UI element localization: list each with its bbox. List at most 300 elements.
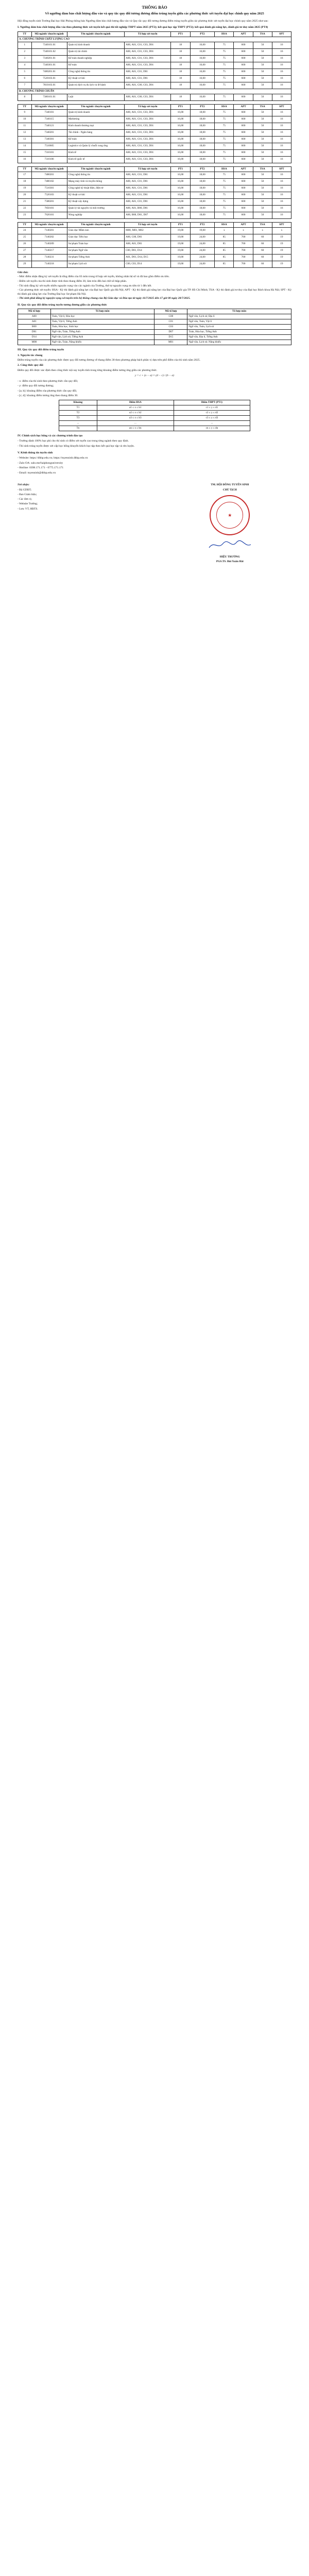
table-2	[18, 104, 291, 163]
table-cell: 16,00	[190, 48, 215, 55]
table-cell: A00, A01, B00, D01	[125, 205, 171, 212]
table-cell: 75	[215, 42, 234, 48]
table-cell: 16,00	[171, 136, 190, 143]
signer-role: TM. HỘI ĐỒNG TUYỂN SINH	[211, 483, 249, 487]
table-cell: 75	[215, 198, 234, 205]
table-cell: Toán, Hóa học, Tiếng Anh	[187, 330, 291, 335]
table-cell: 24,00	[190, 254, 215, 261]
table-cell: 75	[215, 82, 234, 89]
table-cell: A00, A01, C01, C03, D01	[125, 156, 171, 163]
table-cell: A00, A01, C01, C03, D01	[125, 109, 171, 116]
table-cell: 24,00	[190, 261, 215, 267]
table-row	[18, 185, 291, 192]
table-cell: 50	[253, 55, 272, 62]
table-cell: 16	[272, 143, 291, 149]
col-header: TT	[18, 31, 32, 37]
table-cell: 16,00	[190, 55, 215, 62]
table-row	[18, 143, 291, 149]
table-cell: 16,00	[171, 185, 190, 192]
table-cell: 19,00	[190, 227, 215, 234]
table-cell: Ngữ văn, Toán, Tiếng Anh	[50, 330, 154, 335]
table-cell: 600	[234, 185, 253, 192]
note-item: - Mức điểm nhận đăng ký xét tuyển là tổng điểm của 03 môn trong tổ hợp xét tuyển, không nhân hệ số và đã bao gồm điểm ưu tiên.	[18, 275, 170, 279]
table-cell: 75	[215, 143, 234, 149]
table-cell: 18,00	[190, 198, 215, 205]
table-cell: Công nghệ thông tin	[67, 69, 125, 75]
col-header: Tổ hợp môn	[187, 309, 291, 314]
table-cell: 18	[171, 94, 190, 100]
table-cell: T1	[59, 405, 97, 410]
table-cell: Quản trị kinh doanh	[67, 42, 125, 48]
table-cell: 18,00	[190, 109, 215, 116]
table-cell: 700	[234, 234, 253, 241]
table-cell: Tài chính - Ngân hàng	[67, 129, 125, 136]
table-1-header	[18, 31, 291, 37]
table-cell: 75	[215, 156, 234, 163]
table-cell: C01	[154, 319, 187, 325]
table-cell: A00, C00, D01	[125, 234, 171, 241]
table-cell: 600	[234, 48, 253, 55]
table-cell: 50	[253, 48, 272, 55]
table-cell: 4	[18, 62, 32, 69]
col-header: SPT	[272, 166, 291, 172]
table-row	[18, 340, 291, 345]
table-cell: 7340101.02	[31, 48, 67, 55]
table-3	[18, 166, 291, 219]
table-cell: 16,00	[171, 116, 190, 123]
col-header: TSA	[253, 31, 272, 37]
table-cell: Ngữ văn, Lịch sử, Tiếng Anh	[50, 335, 154, 340]
table-row	[18, 178, 291, 185]
table-cell: a3 ≤ x ≤ b3	[97, 415, 174, 420]
table-cell: 16	[272, 149, 291, 156]
table-cell: 18	[171, 42, 190, 48]
table-cell: 50	[253, 94, 272, 100]
table-cell: c3 ≤ y ≤ d3	[174, 415, 250, 420]
section-4-heading: IV. Chính sách học bổng và các chương trình đào tạo	[18, 434, 83, 437]
table-cell: 16	[272, 212, 291, 218]
recipient-item: - Website Trường;	[18, 502, 38, 506]
table-cell: 600	[234, 143, 253, 149]
table-cell: 19	[272, 254, 291, 261]
table-cell: A00, A01, C01, D01	[125, 69, 171, 75]
table-row	[18, 319, 291, 325]
table-cell: T2	[59, 410, 97, 415]
table-cell: 19,00	[171, 241, 190, 247]
table-cell: 50	[253, 198, 272, 205]
table-row	[18, 75, 291, 82]
table-cell: 7810103.01	[31, 82, 67, 89]
table-cell: 75	[215, 129, 234, 136]
table-cell: 15	[18, 149, 32, 156]
table-cell: Kinh tế quốc tế	[67, 156, 125, 163]
table-cell: 600	[234, 205, 253, 212]
col-header: PT2	[190, 31, 215, 37]
table-cell: 50	[253, 69, 272, 75]
table-cell: B00	[18, 325, 51, 330]
policy-item: - Trường dành 100% học phí cho thí sinh có điểm xét tuyển cao trong từng ngành theo quy định.	[18, 439, 129, 443]
table-cell: 50	[253, 136, 272, 143]
table-cell: Ngữ văn, Lịch sử, Năng khiếu	[187, 340, 291, 345]
table-cell: 18,00	[190, 185, 215, 192]
notes-title: Ghi chú:	[18, 270, 28, 274]
table-cell: 16	[272, 136, 291, 143]
table-cell: 7340201	[31, 129, 67, 136]
signer-title: HIỆU TRƯỞNG	[219, 555, 240, 559]
section-3-heading: III. Quy tắc quy đổi điểm trúng tuyển	[18, 348, 64, 352]
table-cell: 7140217	[31, 247, 67, 254]
table-cell: 75	[215, 212, 234, 218]
table-cell: Kỹ thuật xây dựng	[67, 198, 125, 205]
table-cell: 50	[253, 212, 272, 218]
table-cell: 3	[18, 55, 32, 62]
col-header: APT	[234, 104, 253, 109]
table-cell: 16	[272, 75, 291, 82]
table-cell: Logistics và Quản lý chuỗi cung ứng	[67, 143, 125, 149]
col-header: TT	[18, 222, 32, 227]
table-cell: Ngữ văn, Toán, Vật lí	[187, 319, 291, 325]
table-cell: 1	[18, 42, 32, 48]
table-cell: 7480201.01	[31, 69, 67, 75]
table-row	[18, 325, 291, 330]
col-header: PT2	[190, 166, 215, 172]
col-header: Mã ngành/ chuyên ngành	[31, 31, 67, 37]
table-cell: Ngữ văn, Lịch sử, Địa lí	[187, 314, 291, 319]
table-cell: Toán, Vật lí, Hóa học	[50, 314, 154, 319]
table-cell: 50	[253, 123, 272, 129]
table-cell: a2 ≤ x ≤ b2	[97, 410, 174, 415]
table-cell: 600	[234, 82, 253, 89]
table-cell: 75	[215, 192, 234, 198]
table-cell: A00, A01, C01, C03, D01	[125, 136, 171, 143]
section-2-heading: II. Quy tắc quy đổi điểm trúng tuyển tương đương giữa các phương thức	[18, 303, 107, 307]
recipients-title: Nơi nhận:	[18, 483, 30, 487]
table-cell: 50	[253, 42, 272, 48]
table-cell: 75	[215, 94, 234, 100]
table-cell: A00, A01, C01, D01	[125, 192, 171, 198]
table-cell: 16,00	[190, 75, 215, 82]
table-cell: 11	[18, 123, 32, 129]
table-cell: 16	[272, 55, 291, 62]
table-cell: 16,00	[171, 198, 190, 205]
table-cell: 600	[234, 109, 253, 116]
table-cell: 16	[272, 109, 291, 116]
table-cell: 75	[215, 123, 234, 129]
table-row	[18, 234, 291, 241]
table-cell: A00, A01, C00, C03, D01	[125, 82, 171, 89]
table-cell: A00, A01, C00, C03, D01	[125, 94, 171, 100]
table-cell: 16	[272, 172, 291, 178]
table-cell: 16	[272, 42, 291, 48]
legend-item: - x: điểm của thí sinh theo phương thức cần quy đổi;	[18, 379, 78, 383]
col-header: HSA	[215, 104, 234, 109]
table-cell: 700	[234, 247, 253, 254]
table-cell: 25	[18, 234, 32, 241]
table-cell: 16,00	[171, 129, 190, 136]
table-cell: 16,00	[171, 205, 190, 212]
table-3-header	[18, 166, 291, 172]
table-row	[18, 254, 291, 261]
table-cell: 600	[234, 116, 253, 123]
table-row	[18, 82, 291, 89]
table-cell: 600	[234, 178, 253, 185]
table-cell: 50	[253, 185, 272, 192]
rule-text: Điểm quy đổi được xác định theo công thức nội suy tuyến tính trong từng khoảng điểm tương ứng giữa các phương thức.	[18, 368, 158, 372]
table-cell: 75	[215, 136, 234, 143]
table-cell: 6	[18, 75, 32, 82]
table-cell: 7140202	[31, 234, 67, 241]
table-cell: Sư phạm Lịch sử	[67, 261, 125, 267]
col-header: PT1	[171, 222, 190, 227]
col-header: Khoảng	[59, 400, 97, 405]
table-cell: c2 ≤ y ≤ d2	[174, 410, 250, 415]
table-cell: 75	[215, 178, 234, 185]
table-cell: 23	[18, 212, 32, 218]
table-cell: 7620101	[31, 212, 67, 218]
table-cell: 16	[272, 192, 291, 198]
col-header: APT	[234, 166, 253, 172]
table-cell: 50	[253, 129, 272, 136]
table-row	[18, 227, 291, 234]
table-cell: 18,00	[190, 116, 215, 123]
table-cell: Kế toán doanh nghiệp	[67, 55, 125, 62]
table-cell: 7850101	[31, 205, 67, 212]
table-cell: 75	[215, 205, 234, 212]
col-header: HSA	[215, 166, 234, 172]
col-header: PT1	[171, 166, 190, 172]
table-cell: 18,00	[190, 129, 215, 136]
table-cell: Công nghệ thông tin	[67, 172, 125, 178]
col-header: Mã ngành/ chuyên ngành	[31, 104, 67, 109]
table-cell: Luật	[67, 94, 125, 100]
official-seal-icon: ★	[210, 495, 250, 535]
legend-item: - [c; d]: khoảng điểm tương ứng theo thang điểm 30.	[18, 394, 78, 398]
table-row	[59, 420, 250, 426]
col-header: APT	[234, 31, 253, 37]
table-cell: Kinh doanh thương mại	[67, 123, 125, 129]
table-cell: A00, A01, C01, D01	[125, 172, 171, 178]
table-cell: 16,00	[190, 94, 215, 100]
section-1-heading: I. Ngưỡng đảm bảo chất lượng đầu vào theo phương thức xét tuyển kết quả thi tốt nghiệp THPT năm 2025 (PT2); kết quả học tập THPT (PT2); kết quả đánh giá năng lực, đánh giá tư duy năm 2025 (PT4)	[18, 26, 268, 29]
table-cell: C00, C03, D14	[125, 261, 171, 267]
notice-subtitle: Về ngưỡng đảm bảo chất lượng đầu vào và quy tắc quy đổi tương đương điểm trúng tuyển giữa các phương thức xét tuyển đại học chính quy năm 2025	[45, 11, 264, 15]
table-cell: 50	[253, 82, 272, 89]
table-cell: 85	[215, 254, 234, 261]
table-cell: 75	[215, 62, 234, 69]
table-cell: 24	[18, 227, 32, 234]
table-cell: 26	[18, 241, 32, 247]
table-cell: 19,00	[171, 227, 190, 234]
table-cell: 16,00	[171, 123, 190, 129]
combination-table	[18, 309, 291, 345]
table-cell: 600	[234, 94, 253, 100]
table-cell: Công nghệ kỹ thuật điện, điện tử	[67, 185, 125, 192]
signer-block	[168, 482, 291, 565]
table-cell: Toán, Vật lí, Tiếng Anh	[50, 319, 154, 325]
table-cell: C03	[154, 325, 187, 330]
table-cell: 600	[234, 62, 253, 69]
table-cell: D14	[18, 335, 51, 340]
table-cell: A00, A01, C01, C03, D01	[125, 55, 171, 62]
table-cell: 24,00	[190, 234, 215, 241]
table-cell: 700	[234, 254, 253, 261]
table-cell: A01	[18, 319, 51, 325]
combination-table-body	[18, 314, 291, 345]
table-cell: x	[215, 227, 234, 234]
table-cell: A00, A01, C01, C03, D01	[125, 149, 171, 156]
table-cell: 50	[253, 178, 272, 185]
table-cell: 18,00	[190, 178, 215, 185]
table-cell: Quản lý tài nguyên và môi trường	[67, 205, 125, 212]
table-cell: A01, D01, D14, D15	[125, 254, 171, 261]
table-cell: 7580201	[31, 198, 67, 205]
table-cell: A00, A01, C01, D01	[125, 75, 171, 82]
table-cell: 50	[253, 149, 272, 156]
table-row	[18, 241, 291, 247]
table-cell: A00, A01, C01, C03, D01	[125, 62, 171, 69]
col-header: Điểm HSA	[97, 400, 174, 405]
table-cell: Giáo dục Mầm non	[67, 227, 125, 234]
table-cell: 18,00	[190, 212, 215, 218]
table-cell: 60	[253, 261, 272, 267]
combination-table-header	[18, 309, 291, 314]
table-cell: 600	[234, 198, 253, 205]
table-cell: x	[272, 227, 291, 234]
col-header: Tên ngành/ chuyên ngành	[67, 104, 125, 109]
table-cell: 7310106	[31, 156, 67, 163]
table-cell: 18,00	[190, 149, 215, 156]
table-cell: 16,00	[171, 178, 190, 185]
table-cell: Kỹ thuật cơ khí	[67, 192, 125, 198]
table-cell: 18	[171, 75, 190, 82]
table-cell: 9	[18, 109, 32, 116]
table-row	[59, 405, 250, 410]
table-cell: an ≤ x ≤ bn	[97, 426, 174, 431]
table-cell: 18	[171, 48, 190, 55]
table-cell: 7140218	[31, 261, 67, 267]
table-cell: A00	[18, 314, 51, 319]
col-header: SPT	[272, 104, 291, 109]
table-cell: 16	[272, 198, 291, 205]
table-row	[18, 192, 291, 198]
col-header: Tổ hợp môn	[50, 309, 154, 314]
col-header: PT1	[171, 31, 190, 37]
table-row	[18, 116, 291, 123]
note-deadline: - Thí sinh phải đăng ký nguyện vọng xét tuyển trên hệ thống chung của Bộ Giáo dục và Đào tạo từ ngày 16/7/2025 đến 17 giờ 00 ngày 28/7/2025.	[18, 297, 191, 300]
table-cell: Quản trị dịch vụ du lịch và lữ hành	[67, 82, 125, 89]
table-cell: 600	[234, 192, 253, 198]
table-cell: 7340301.01	[31, 62, 67, 69]
table-cell: 600	[234, 156, 253, 163]
col-header: APT	[234, 222, 253, 227]
table-1-body	[18, 37, 291, 100]
table-cell: 18	[171, 69, 190, 75]
table-cell: 600	[234, 136, 253, 143]
table-cell: 22	[18, 205, 32, 212]
table-cell: Quản trị tài chính	[67, 48, 125, 55]
table-cell: 19,00	[171, 261, 190, 267]
table-row	[18, 198, 291, 205]
table-cell: Kỹ thuật cơ khí	[67, 75, 125, 82]
handwritten-signature-icon	[207, 539, 253, 551]
table-cell: 18	[18, 178, 32, 185]
table-cell: A00, B00, D01, D07	[125, 212, 171, 218]
table-cell: 700	[234, 261, 253, 267]
table-cell: 50	[253, 62, 272, 69]
table-cell: 75	[215, 69, 234, 75]
table-cell: 85	[215, 241, 234, 247]
table-cell: 18,00	[190, 205, 215, 212]
col-header: HSA	[215, 31, 234, 37]
table-cell: Sư phạm Ngữ văn	[67, 247, 125, 254]
table-cell: 7	[18, 82, 32, 89]
table-cell: 75	[215, 48, 234, 55]
table-cell: 18	[171, 82, 190, 89]
table-cell: cn ≤ y ≤ dn	[174, 426, 250, 431]
table-cell: 50	[253, 156, 272, 163]
table-cell: 18	[171, 55, 190, 62]
table-cell: 7480201	[31, 172, 67, 178]
table-cell: 60	[253, 234, 272, 241]
table-cell: 16,00	[171, 143, 190, 149]
table-row	[18, 261, 291, 267]
col-header: TSA	[253, 222, 272, 227]
table-cell: 7510605	[31, 143, 67, 149]
table-cell: 19,00	[171, 254, 190, 261]
table-cell: M00	[18, 340, 51, 345]
table-cell: Kế toán	[67, 136, 125, 143]
table-cell: 50	[253, 109, 272, 116]
table-cell: 7520103.01	[31, 75, 67, 82]
table-cell: 600	[234, 129, 253, 136]
table-cell: 16	[272, 156, 291, 163]
table-group-row	[18, 37, 291, 42]
note-item: - Điểm xét tuyển của thí sinh được tính theo thang điểm 30, làm tròn đến hai chữ số thập phân.	[18, 279, 127, 283]
contact-hotline: - Hotline: 0398.171.171 - 0775.171.171	[18, 466, 64, 470]
table-row	[18, 149, 291, 156]
col-header: Tên ngành/ chuyên ngành	[67, 222, 125, 227]
table-row	[59, 426, 250, 431]
table-cell: 19	[272, 241, 291, 247]
table-row	[18, 94, 291, 100]
table-cell: x	[253, 227, 272, 234]
col-header: SPT	[272, 222, 291, 227]
col-header: Tên ngành/ chuyên ngành	[67, 166, 125, 172]
table-2-header	[18, 104, 291, 109]
table-cell: D01	[18, 330, 51, 335]
table-cell: A00, A01, D01	[125, 241, 171, 247]
table-cell: Ngữ văn, Toán, Năng khiếu	[50, 340, 154, 345]
table-cell: 18,00	[190, 156, 215, 163]
table-cell: 16	[272, 116, 291, 123]
table-cell: 17	[18, 172, 32, 178]
table-cell: 50	[253, 75, 272, 82]
table-cell: 19	[272, 234, 291, 241]
table-1	[18, 31, 291, 101]
table-cell: A00, A01, C01, C03, D01	[125, 129, 171, 136]
table-cell: Toán, Hóa học, Sinh học	[50, 325, 154, 330]
table-2-body	[18, 109, 291, 163]
percentile-table-body	[59, 405, 250, 431]
col-header: Mã ngành/ chuyên ngành	[31, 222, 67, 227]
table-cell: 600	[234, 55, 253, 62]
table-row	[18, 129, 291, 136]
col-header: HSA	[215, 222, 234, 227]
conversion-formula: y = c + (x − a) × (d − c) / (b − a)	[134, 374, 175, 378]
table-group-row	[18, 89, 291, 94]
table-cell: A. CHƯƠNG TRÌNH CHẤT LƯỢNG CAO	[18, 37, 291, 42]
col-header: PT2	[190, 222, 215, 227]
